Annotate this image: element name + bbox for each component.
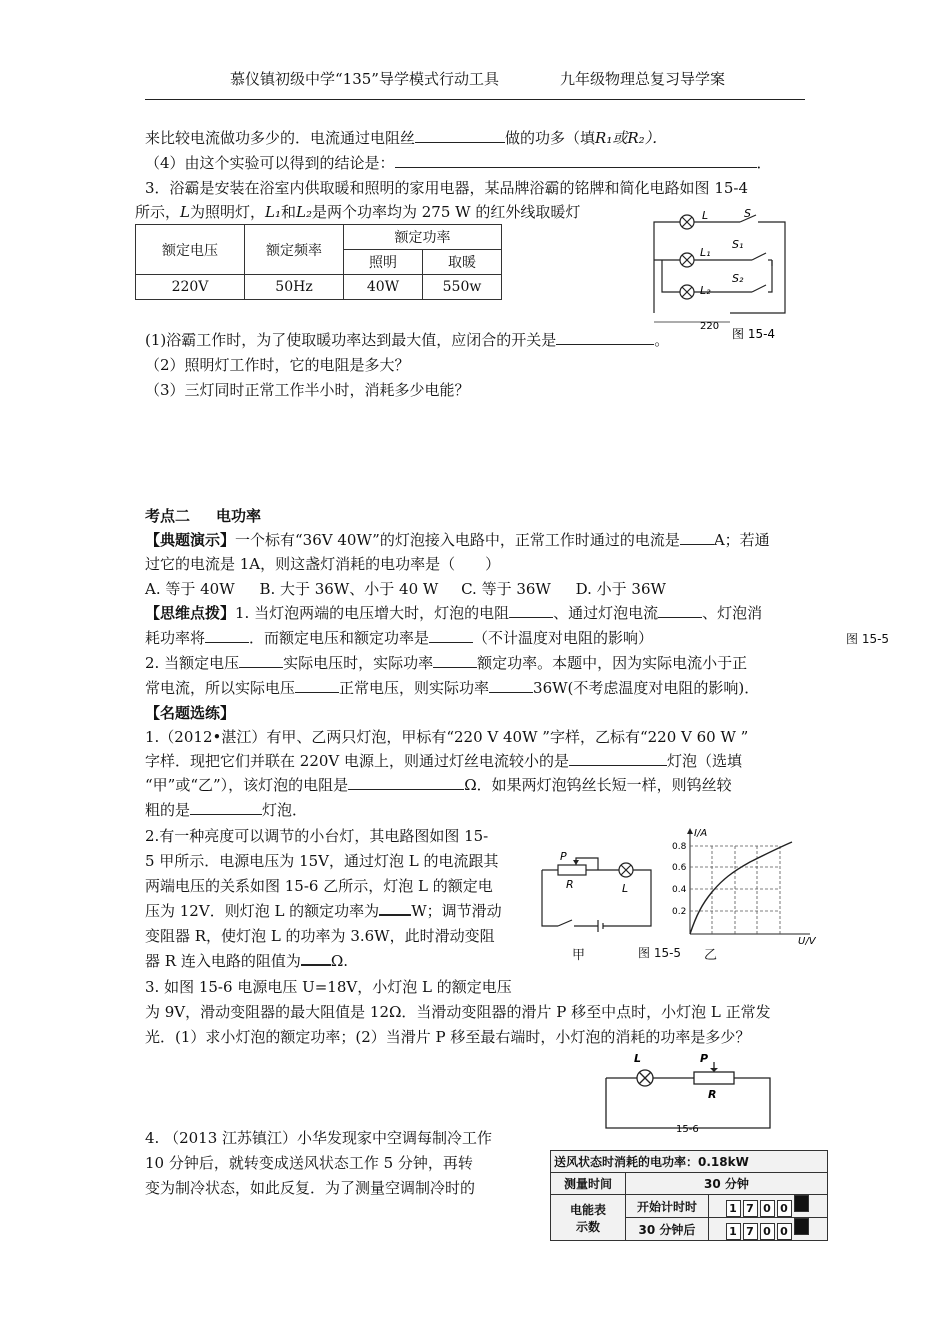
e2-line-2: 5 甲所示．电源电压为 15V，通过灯泡 L 的电流跟其 [145,852,499,870]
graph-y08: 0.8 [672,842,687,852]
th-voltage: 额定电压 [136,225,245,275]
graph-ylabel: I/A [694,828,708,839]
fig154-L2: L₂ [700,284,711,297]
opt-d: D. 小于 36W [575,580,666,598]
e3-line-2: 为 9V，滑动变阻器的最大阻值是 12Ω．当滑动变阻器的滑片 P 移至中点时，小灯泡 L 正常发 [145,1003,771,1021]
ac-meter-label: 电能表 示数 [551,1195,626,1241]
think-line-3: 2. 当额定电压 实际电压时，实际功率 额定功率。本题中，因为实际电流小于正 [145,654,748,672]
fig156-label: 15-6 [676,1124,699,1135]
th-power: 额定功率 [344,225,502,250]
fig156-P: P [700,1052,709,1065]
fig154-S: S [744,208,751,220]
think-line-2: 耗功率将 ．而额定电压和额定功率是 （不计温度对电阻的影响） [145,629,654,647]
fig154-L: L [702,209,709,222]
td-freq: 50Hz [245,275,344,300]
think-line-1: 【思维点拨】1. 当灯泡两端的电压增大时，灯泡的电阻 、通过灯泡电流 、灯泡消 [145,604,763,622]
td-heat: 550w [423,275,502,300]
fig155-R: R [566,878,574,891]
e2-line-4: 压为 12V．则灯泡 L 的额定功率为 W；调节滑动 [145,902,502,920]
ac-after-label: 30 分钟后 [626,1218,709,1241]
opt-a: A. 等于 40W [145,580,235,598]
e1-line-4: 粗的是 灯泡． [145,801,308,819]
q3-part-1: (1)浴霸工作时，为了使取暖功率达到最大值，应闭合的开关是 。 [145,331,670,349]
fig154-S2: S₂ [732,272,744,285]
demo-options [145,577,666,601]
e3-line-1: 3. 如图 15-6 电源电压 U=18V，小灯泡 L 的额定电压 [145,978,512,996]
e4-line-1: 4. （2013 江苏镇江）小华发现家中空调每制冷工作 [145,1129,493,1147]
e1-line-1: 1.（2012•湛江）有甲、乙两只灯泡，甲标有“220 V 40W ”字样，乙标有“220 V 60 W ” [145,728,749,746]
e1-line-2: 字样．现把它们并联在 220V 电源上，则通过灯丝电流较小的是 灯泡（选填 [145,752,743,770]
fig154-220: 220 [700,321,720,332]
td-voltage: 220V [136,275,245,300]
fig155-P: P [560,850,567,863]
q3-part-2: （2）照明灯工作时，它的电阻是多大？ [145,356,410,374]
q3-part-3: （3）三灯同时正常工作半小时，消耗多少电能？ [145,381,470,399]
top-line-1: 来比较电流做功多少的．电流通过电阻丝 做的功多（填R₁或R₂）． [145,129,668,147]
th-freq: 额定频率 [245,225,344,275]
demo-line-2: 过它的电流是 1A，则这盏灯消耗的电功率是（ ） [145,555,501,573]
th-light: 照明 [344,250,423,275]
e2-line-6: 器 R 连入电路的阻值为 Ω. [145,952,349,970]
opt-c: C. 等于 36W [461,580,551,598]
graph-xlabel: U/V [798,936,816,946]
think-line-4: 常电流，所以实际电压 正常电压，则实际功率 36W(不考虑温度对电阻的影响)． [145,679,760,697]
ac-time-value: 30 分钟 [626,1173,828,1195]
e4-line-3: 变为制冷状态，如此反复．为了测量空调制冷时的 [145,1179,476,1197]
header-left: 慕仪镇初级中学“135”导学模式行动工具 [230,70,499,88]
ac-start-digits: 1 7 0 0 [709,1195,828,1218]
fig154-L1: L₁ [700,246,711,259]
ac-title: 送风状态时消耗的电功率：0.18kW [551,1151,828,1173]
q3-line-1: 3．浴霸是安装在浴室内供取暖和照明的家用电器，某品牌浴霸的铭牌和简化电路如图 15-4 [145,179,749,197]
fig155-side-label: 图 15-5 [846,632,890,646]
header-right: 九年级物理总复习导学案 [560,70,726,88]
ac-after-digits: 1 7 0 0 [709,1218,828,1241]
graph-y04: 0.4 [672,885,687,895]
graph-y02: 0.2 [672,907,687,917]
ac-meter-table [550,1150,828,1241]
ac-start-label: 开始计时时 [626,1195,709,1218]
spec-table [135,224,502,300]
e2-line-3: 两端电压的关系如图 15-6 乙所示，灯泡 L 的额定电 [145,877,493,895]
select-tag: 【名题选练】 [145,704,236,722]
e2-line-1: 2.有一种亮度可以调节的小台灯，其电路图如图 15- [145,827,489,845]
circuit-15-4 [640,208,800,343]
opt-b: B. 大于 36W、小于 40 W [259,580,439,598]
fig-yi-label: 乙 [704,948,718,963]
iv-curve [690,842,792,934]
fig154-S1: S₁ [732,238,744,251]
demo-line-1: 【典题演示】一个标有“36V 40W”的灯泡接入电路中，正常工作时通过的电流是 A；若通 [145,531,770,549]
e1-line-3: “甲”或“乙”），该灯泡的电阻是 Ω．如果两灯泡钨丝长短一样，则钨丝较 [145,776,732,794]
circuit-15-6 [600,1050,785,1135]
graph-y06: 0.6 [672,863,687,873]
fig156-L: L [634,1052,642,1065]
e2-line-5: 变阻器 R，使灯泡 L 的功率为 3.6W，此时滑动变阻 [145,927,495,945]
ac-time-label: 测量时间 [551,1173,626,1195]
section-title: 考点二 电功率 [145,507,262,525]
fig155-L: L [622,882,629,895]
td-light: 40W [344,275,423,300]
fig156-R: R [708,1088,717,1101]
header-rule [145,99,805,100]
fig-jia-label: 甲 [572,948,586,963]
th-heat: 取暖 [423,250,502,275]
e3-line-3: 光．(1）求小灯泡的额定功率；(2）当滑片 P 移至最右端时，小灯泡的消耗的功率是多少？ [145,1028,751,1046]
fig155-label: 图 15-5 [638,946,682,960]
top-line-2: （4）由这个实验可以得到的结论是： ． [145,154,772,172]
e4-line-2: 10 分钟后，就转变成送风状态工作 5 分钟，再转 [145,1154,473,1172]
q3-line-2: 所示，L为照明灯，L₁和L₂是两个功率均为 275 W 的红外线取暖灯 [135,203,581,221]
fig154-label: 图 15-4 [732,327,776,341]
iv-graph [660,826,820,946]
